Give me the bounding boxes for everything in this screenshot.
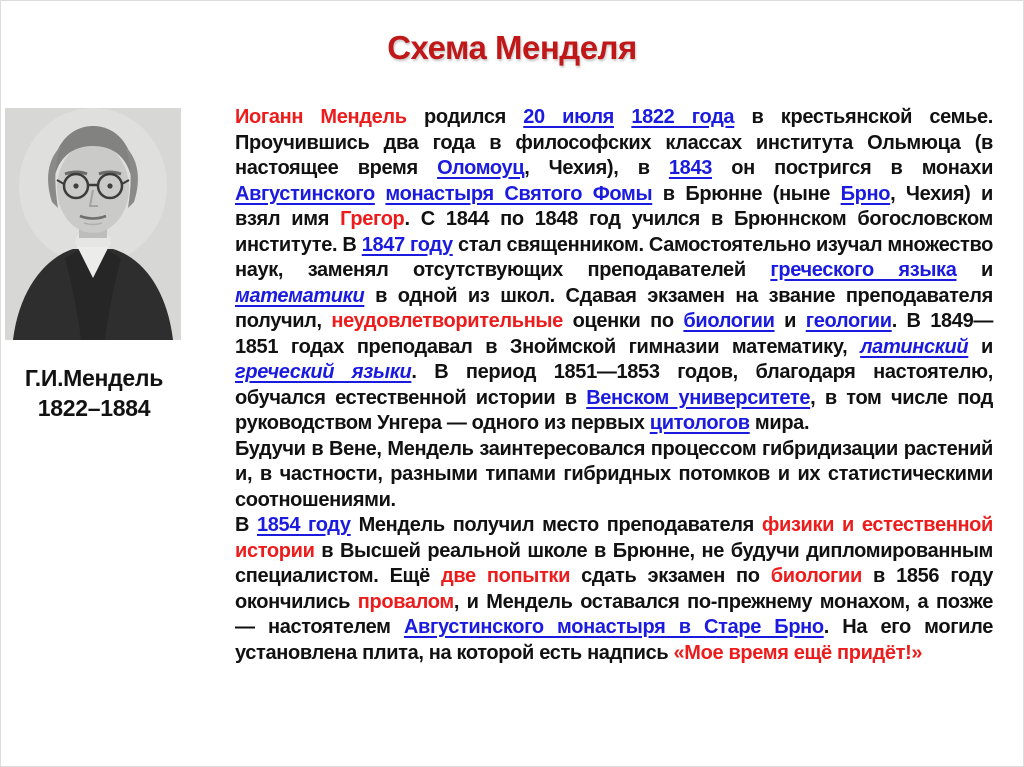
hyperlink[interactable]: Венском университете bbox=[586, 386, 811, 409]
text-run: в Высшей реальной школе в Брюнне, не будучи дипломированным специалистом. Ещё bbox=[235, 539, 993, 587]
hyperlink[interactable]: 1822 года bbox=[631, 106, 735, 128]
hyperlink[interactable]: геологии bbox=[805, 310, 892, 332]
highlighted-text: «Мое время ещё придёт!» bbox=[673, 641, 923, 664]
text-run: . На его могиле установлена плита, на которой есть надпись bbox=[235, 616, 993, 664]
text-run bbox=[375, 183, 386, 205]
highlighted-text: две попытки bbox=[440, 565, 571, 587]
text-run: родился bbox=[406, 106, 524, 128]
portrait-caption-years: 1822–1884 bbox=[37, 394, 151, 421]
hyperlink[interactable]: 1854 году bbox=[257, 514, 351, 536]
text-run: в одной из школ. Сдавая экзамен на звание преподавателя получил, bbox=[235, 284, 993, 332]
text-run: и bbox=[956, 259, 994, 281]
mendel-portrait-photo bbox=[5, 108, 181, 340]
hyperlink[interactable]: биологии bbox=[683, 310, 775, 332]
text-run: . В 1849—1851 годах преподавал в Зноймской гимназии математику, bbox=[235, 310, 994, 358]
highlighted-text: Грегор bbox=[340, 208, 405, 230]
hyperlink[interactable]: 1847 году bbox=[361, 233, 453, 256]
text-run: в Брюнне (ныне bbox=[652, 182, 841, 205]
hyperlink[interactable]: греческий языки bbox=[235, 361, 412, 383]
slide-title: Схема Менделя bbox=[387, 29, 637, 66]
text-run bbox=[614, 106, 631, 128]
portrait-caption-name: Г.И.Мендель bbox=[24, 365, 164, 391]
hyperlink[interactable]: латинский bbox=[860, 335, 969, 358]
text-run: , в том числе под руководством Унгера — одного из первых bbox=[235, 386, 993, 434]
text-run: , Чехия) и взял имя bbox=[235, 182, 993, 230]
text-run: сдать экзамен по bbox=[570, 565, 771, 587]
text-run: стал священником. Самостоятельно изучал множество наук, заменял отсутствующих преподавателей bbox=[235, 233, 994, 281]
hyperlink[interactable]: Оломоуц bbox=[437, 157, 525, 179]
hyperlink[interactable]: Брно bbox=[840, 182, 891, 205]
hyperlink[interactable]: Августинского монастыря в Старе Брно bbox=[403, 616, 824, 638]
text-run: Мендель получил место преподавателя bbox=[350, 514, 762, 536]
hyperlink[interactable]: Августинского bbox=[235, 182, 375, 205]
paragraph-3 bbox=[235, 513, 993, 666]
text-run: . С 1844 по 1848 год учился в Брюннском богословском институте. В bbox=[235, 208, 993, 256]
hyperlink[interactable]: греческого языка bbox=[770, 259, 957, 281]
text-run: и bbox=[968, 335, 994, 358]
highlighted-text: биологии bbox=[770, 565, 862, 587]
text-run: оценки по bbox=[562, 310, 684, 332]
text-run: в крестьянской семье. Проучившись два года в философских классах института Ольмюца (в настоящее время bbox=[235, 106, 994, 179]
paragraph-1 bbox=[235, 105, 993, 437]
text-run: , Чехия), в bbox=[524, 157, 669, 179]
text-run: Будучи в Вене, Мендель заинтересовался процессом гибридизации растений и, в частности, разными типами гибридных потомков и их статистическими соотношениями. bbox=[235, 437, 993, 511]
text-run: в 1856 году окончились bbox=[235, 565, 994, 613]
portrait-caption bbox=[5, 364, 183, 424]
highlighted-text: Иоганн Мендель bbox=[235, 106, 407, 128]
text-run: мира. bbox=[749, 412, 810, 434]
paragraph-2 bbox=[235, 437, 993, 514]
highlighted-text: неудовлетворительные bbox=[331, 310, 563, 332]
hyperlink[interactable]: 1843 bbox=[668, 157, 712, 179]
text-run: он постригся в монахи bbox=[712, 157, 994, 179]
hyperlink[interactable]: цитологов bbox=[649, 412, 750, 434]
portrait-column bbox=[5, 108, 183, 424]
highlighted-text: физики и естественной истории bbox=[235, 514, 993, 562]
text-run: , и Мендель оставался по-прежнему монахом, а позже — настоятелем bbox=[235, 590, 993, 638]
text-run: и bbox=[774, 310, 806, 332]
hyperlink[interactable]: 20 июля bbox=[523, 106, 615, 128]
hyperlink[interactable]: монастыря Святого Фомы bbox=[385, 182, 653, 205]
highlighted-text: провалом bbox=[357, 590, 454, 613]
hyperlink[interactable]: математики bbox=[235, 284, 365, 307]
text-run: . В период 1851—1853 годов, благодаря настоятелю, обучался естественной истории в bbox=[235, 361, 993, 409]
text-run: В bbox=[235, 514, 257, 536]
biography-text bbox=[235, 105, 993, 666]
